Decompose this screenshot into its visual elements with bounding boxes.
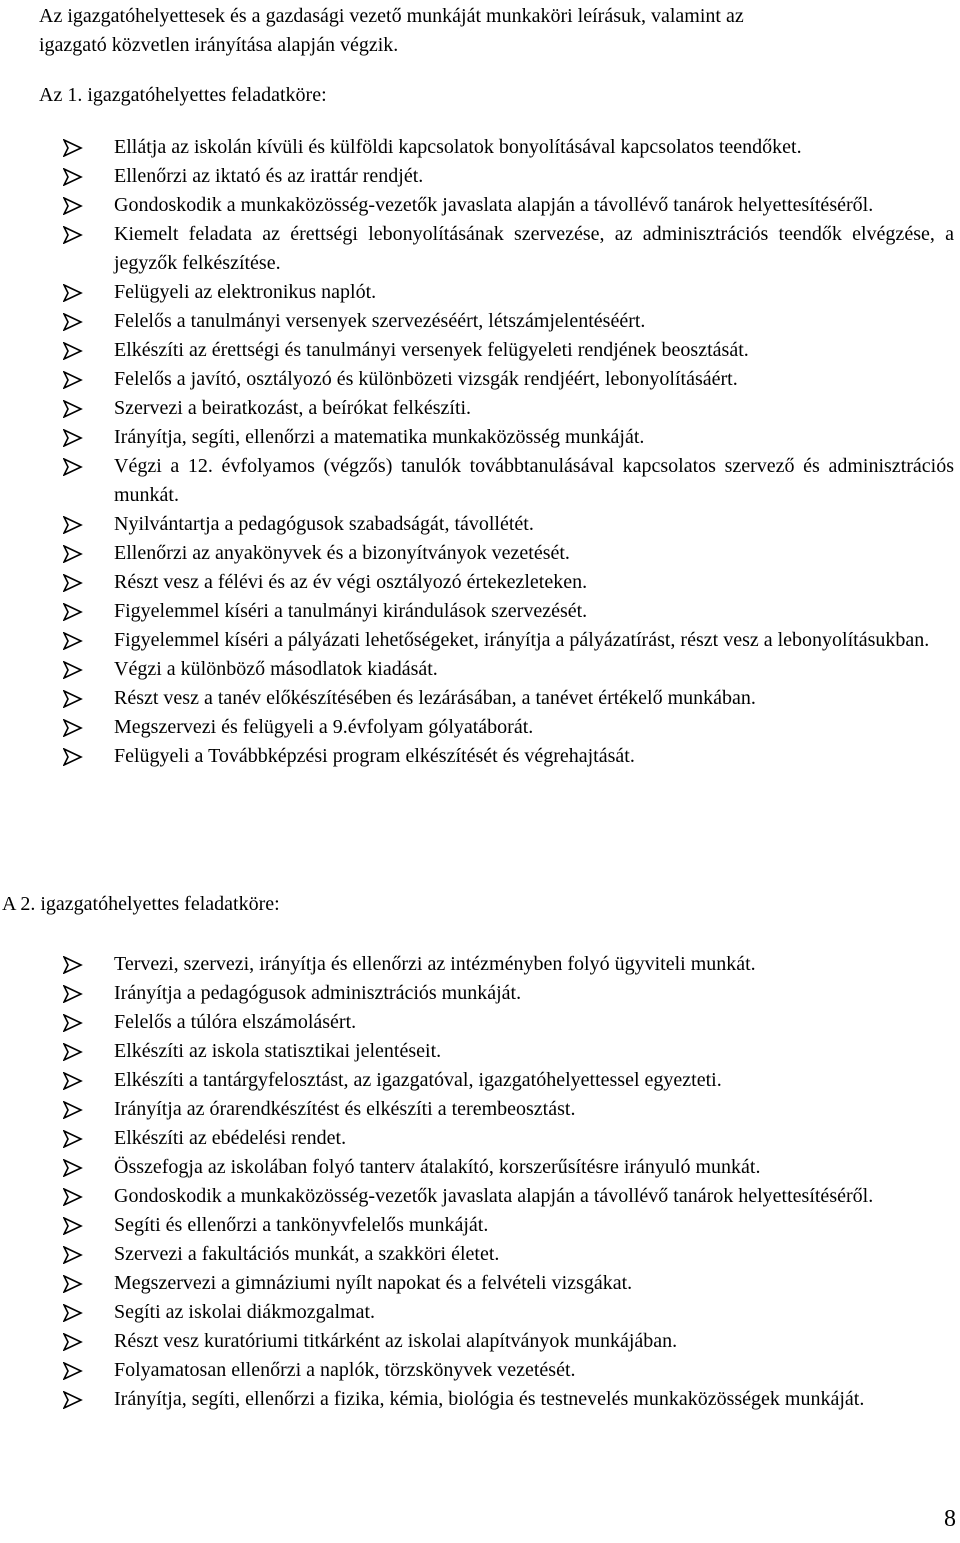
list-item xyxy=(0,684,960,713)
list-item xyxy=(0,1008,960,1037)
list-item xyxy=(0,979,960,1008)
arrowhead-bullet-icon xyxy=(63,1362,83,1380)
list-item xyxy=(0,1211,960,1240)
list-item xyxy=(0,423,960,452)
list-item-text: Ellátja az iskolán kívüli és külföldi kapcsolatok bonyolításával kapcsolatos teendőket. xyxy=(114,136,802,158)
list-item xyxy=(0,539,960,568)
list-item xyxy=(0,1095,960,1124)
list-item xyxy=(0,655,960,684)
list-item xyxy=(0,365,960,394)
list-item-text: Szervezi a fakultációs munkát, a szakköri életet. xyxy=(114,1243,500,1265)
arrowhead-bullet-icon xyxy=(63,1275,83,1293)
list-item xyxy=(0,1153,960,1182)
arrowhead-bullet-icon xyxy=(63,1304,83,1322)
list-item-text: Irányítja az órarendkészítést és elkészíti a terembeosztást. xyxy=(114,1098,576,1120)
list-item-text: Szervezi a beiratkozást, a beírókat felkészíti. xyxy=(114,397,472,419)
list-item-text: Elkészíti a tantárgyfelosztást, az igazgatóval, igazgatóhelyettessel egyezteti. xyxy=(114,1069,722,1091)
arrowhead-bullet-icon xyxy=(63,1188,83,1206)
list-item xyxy=(0,452,960,510)
list-item xyxy=(0,278,960,307)
list-item-text: Irányítja, segíti, ellenőrzi a matematika munkaközösség munkáját. xyxy=(114,426,645,448)
list-item-text: Felelős a javító, osztályozó és különbözeti vizsgák rendjéért, lebonyolításáért. xyxy=(114,368,738,390)
arrowhead-bullet-icon xyxy=(63,197,83,215)
arrowhead-bullet-icon xyxy=(63,1043,83,1061)
list-item-text: Ellenőrzi az iktató és az irattár rendjét. xyxy=(114,165,424,187)
list-item-text: Elkészíti az ebédelési rendet. xyxy=(114,1127,347,1149)
list-item xyxy=(0,307,960,336)
list-item-text: Felelős a túlóra elszámolásért. xyxy=(114,1011,357,1033)
list-item-text: Összefogja az iskolában folyó tanterv átalakító, korszerűsítésre irányuló munkát. xyxy=(114,1156,761,1178)
arrowhead-bullet-icon xyxy=(63,313,83,331)
list-item-text: Részt vesz a tanév előkészítésében és lezárásában, a tanévet értékelő munkában. xyxy=(114,687,756,709)
list-item-text: Megszervezi és felügyeli a 9.évfolyam gólyatáborát. xyxy=(114,716,534,738)
list-item xyxy=(0,1124,960,1153)
section1-heading: Az 1. igazgatóhelyettes feladatköre: xyxy=(39,84,327,106)
arrowhead-bullet-icon xyxy=(63,371,83,389)
arrowhead-bullet-icon xyxy=(63,690,83,708)
list-item xyxy=(0,1240,960,1269)
arrowhead-bullet-icon xyxy=(63,400,83,418)
arrowhead-bullet-icon xyxy=(63,956,83,974)
list-item-text: Tervezi, szervezi, irányítja és ellenőrzi az intézményben folyó ügyviteli munkát. xyxy=(114,953,756,975)
arrowhead-bullet-icon xyxy=(63,342,83,360)
list-item xyxy=(0,626,960,655)
list-item-text: Gondoskodik a munkaközösség-vezetők javaslata alapján a távollévő tanárok helyettesítéséről. xyxy=(114,194,874,216)
section2-heading: A 2. igazgatóhelyettes feladatköre: xyxy=(2,893,280,915)
arrowhead-bullet-icon xyxy=(63,1130,83,1148)
arrowhead-bullet-icon xyxy=(63,985,83,1003)
arrowhead-bullet-icon xyxy=(63,603,83,621)
list-item-text: Gondoskodik a munkaközösség-vezetők javaslata alapján a távollévő tanárok helyettesítéséről. xyxy=(114,1185,874,1207)
list-item xyxy=(0,950,960,979)
section2-list xyxy=(0,950,960,1414)
arrowhead-bullet-icon xyxy=(63,574,83,592)
intro-paragraph xyxy=(39,2,955,60)
arrowhead-bullet-icon xyxy=(63,1159,83,1177)
list-item-text: Elkészíti az iskola statisztikai jelentéseit. xyxy=(114,1040,442,1062)
arrowhead-bullet-icon xyxy=(63,168,83,186)
intro-line-2: igazgató közvetlen irányítása alapján végzik. xyxy=(39,34,399,56)
list-item xyxy=(0,568,960,597)
list-item-text: Ellenőrzi az anyakönyvek és a bizonyítványok vezetését. xyxy=(114,542,570,564)
intro-line-1: Az igazgatóhelyettesek és a gazdasági vezető munkáját munkaköri leírásuk, valamint az xyxy=(39,5,744,27)
arrowhead-bullet-icon xyxy=(63,516,83,534)
list-item xyxy=(0,162,960,191)
list-item xyxy=(0,336,960,365)
list-item-text: Nyilvántartja a pedagógusok szabadságát, távollétét. xyxy=(114,513,534,535)
list-item xyxy=(0,1298,960,1327)
list-item xyxy=(0,1327,960,1356)
list-item-text: Felügyeli az elektronikus naplót. xyxy=(114,281,377,303)
arrowhead-bullet-icon xyxy=(63,139,83,157)
page-number: 8 xyxy=(944,1506,956,1532)
arrowhead-bullet-icon xyxy=(63,1101,83,1119)
list-item-text: Figyelemmel kíséri a pályázati lehetőségeket, irányítja a pályázatírást, részt vesz a lebonyolításukban. xyxy=(114,629,930,651)
arrowhead-bullet-icon xyxy=(63,661,83,679)
arrowhead-bullet-icon xyxy=(63,429,83,447)
list-item xyxy=(0,510,960,539)
list-item xyxy=(0,597,960,626)
list-item-text: Megszervezi a gimnáziumi nyílt napokat és a felvételi vizsgákat. xyxy=(114,1272,633,1294)
list-item xyxy=(0,1037,960,1066)
list-item-text: Felelős a tanulmányi versenyek szervezéséért, létszámjelentéséért. xyxy=(114,310,646,332)
list-item xyxy=(0,1269,960,1298)
list-item-text: Végzi a 12. évfolyamos (végzős) tanulók továbbtanulásával kapcsolatos szervező és adminisztrációs munkát. xyxy=(114,455,954,506)
list-item-text: Irányítja a pedagógusok adminisztrációs munkáját. xyxy=(114,982,522,1004)
section1-list xyxy=(0,133,960,771)
list-item-text: Részt vesz kuratóriumi titkárként az iskolai alapítványok munkájában. xyxy=(114,1330,678,1352)
list-item-text: Folyamatosan ellenőrzi a naplók, törzskönyvek vezetését. xyxy=(114,1359,576,1381)
arrowhead-bullet-icon xyxy=(63,1391,83,1409)
list-item xyxy=(0,220,960,278)
list-item xyxy=(0,1182,960,1211)
list-item-text: Kiemelt feladata az érettségi lebonyolításának szervezése, az adminisztrációs teendők elvégzése, a jegyzők felkészítése. xyxy=(114,223,954,274)
arrowhead-bullet-icon xyxy=(63,632,83,650)
list-item xyxy=(0,133,960,162)
list-item xyxy=(0,1356,960,1385)
list-item-text: Segíti az iskolai diákmozgalmat. xyxy=(114,1301,376,1323)
arrowhead-bullet-icon xyxy=(63,1333,83,1351)
arrowhead-bullet-icon xyxy=(63,226,83,244)
list-item xyxy=(0,713,960,742)
arrowhead-bullet-icon xyxy=(63,1072,83,1090)
arrowhead-bullet-icon xyxy=(63,719,83,737)
arrowhead-bullet-icon xyxy=(63,284,83,302)
arrowhead-bullet-icon xyxy=(63,748,83,766)
arrowhead-bullet-icon xyxy=(63,545,83,563)
list-item xyxy=(0,1066,960,1095)
arrowhead-bullet-icon xyxy=(63,1246,83,1264)
list-item xyxy=(0,1385,960,1414)
list-item xyxy=(0,742,960,771)
list-item-text: Végzi a különböző másodlatok kiadását. xyxy=(114,658,438,680)
list-item xyxy=(0,394,960,423)
arrowhead-bullet-icon xyxy=(63,458,83,476)
list-item-text: Figyelemmel kíséri a tanulmányi kirándulások szervezését. xyxy=(114,600,588,622)
list-item xyxy=(0,191,960,220)
list-item-text: Részt vesz a félévi és az év végi osztályozó értekezleteken. xyxy=(114,571,588,593)
arrowhead-bullet-icon xyxy=(63,1014,83,1032)
arrowhead-bullet-icon xyxy=(63,1217,83,1235)
list-item-text: Felügyeli a Továbbképzési program elkészítését és végrehajtását. xyxy=(114,745,635,767)
list-item-text: Elkészíti az érettségi és tanulmányi versenyek felügyeleti rendjének beosztását. xyxy=(114,339,749,361)
list-item-text: Segíti és ellenőrzi a tankönyvfelelős munkáját. xyxy=(114,1214,489,1236)
list-item-text: Irányítja, segíti, ellenőrzi a fizika, kémia, biológia és testnevelés munkaközösségek munkáját. xyxy=(114,1388,865,1410)
